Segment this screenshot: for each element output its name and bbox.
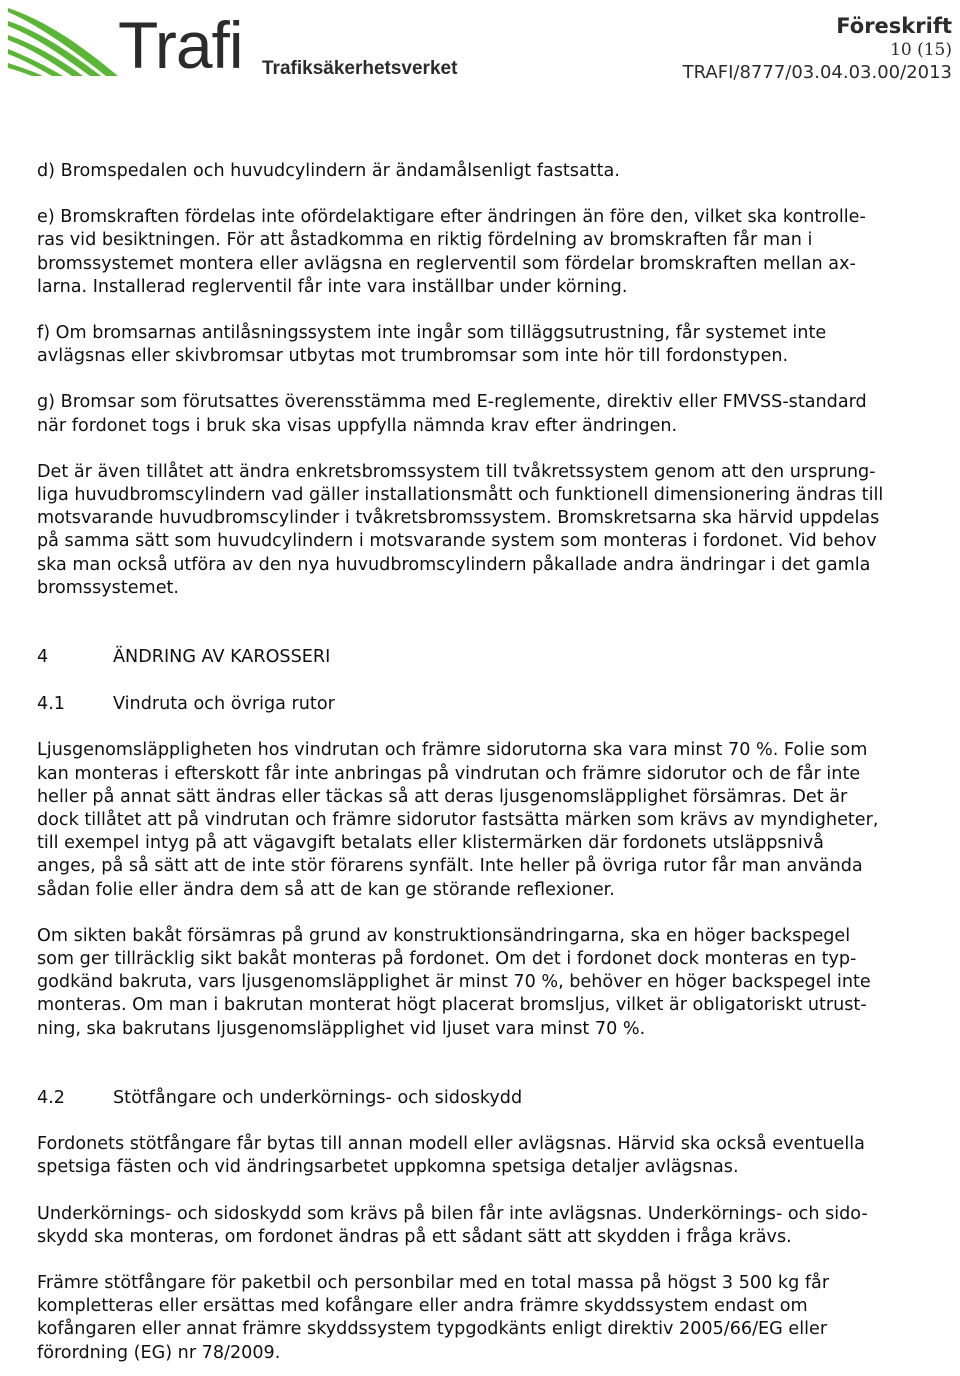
item-f: f) Om bromsarnas antilåsningssystem inte ingår som tilläggsutrustning, får systemet inte avlägsnas eller skivbromsar utbytas mot trumbromsar som inte hör till fordonstypen. (37, 323, 827, 367)
section-title: ÄNDRING AV KAROSSERI (113, 647, 331, 668)
section-4-1-heading (37, 693, 955, 716)
item-d: d) Bromspedalen och huvudcylindern är ändamålsenligt fastsatta. (37, 161, 620, 181)
logo-wordmark: Trafi (118, 8, 243, 82)
document-body (37, 160, 955, 1365)
section-4-2-heading (37, 1087, 955, 1110)
page-number: 10 (15) (890, 40, 952, 60)
section-4-2-paragraph-1: Fordonets stötfångare får bytas till annan modell eller avlägsnas. Härvid ska också eventuella spetsiga fästen och vid ändringsarbetet uppkomna spetsiga detaljer avlägsnas. (37, 1134, 865, 1178)
section-title: Stötfångare och underkörnings- och sidoskydd (113, 1087, 523, 1108)
section-number: 4 (37, 647, 49, 668)
section-4-2-paragraph-3: Främre stötfångare för paketbil och personbilar med en total massa på högst 3 500 kg får kompletteras eller ersättas med kofångare eller andra främre skyddssystem endast om kofångaren eller annat främre skyddssystem typgodkänts enligt direktiv 2005/66/EG eller förordning (EG) nr 78/2009. (37, 1272, 830, 1363)
document-reference: TRAFI/8777/03.04.03.00/2013 (682, 62, 952, 83)
item-g: g) Bromsar som förutsattes överensstämma med E-reglemente, direktiv eller FMVSS-standard när fordonet togs i bruk ska visas uppfylla nämnda krav efter ändringen. (37, 392, 867, 436)
section-4-heading (37, 646, 955, 669)
logo-subtitle: Trafiksäkerhetsverket (262, 58, 458, 79)
document-type: Föreskrift (836, 14, 952, 38)
section-4-1-paragraph-2: Om sikten bakåt försämras på grund av konstruktionsändringarna, ska en höger backspegel som ger tillräcklig sikt bakåt monteras på fordonet. Om det i fordonet dock monteras en typ- godkänd bakruta, vars ljusgenomsläpplighet är minst 70 %, behöver en höger backspegel inte monteras. Om man i bakrutan monterat högt placerat bromsljus, vilket är obligatoriskt utrust- ning, ska bakrutans ljusgenomsläpplighet vid ljuset vara minst 70 %. (37, 925, 871, 1039)
section-4-2-paragraph-2: Underkörnings- och sidoskydd som krävs på bilen får inte avlägsnas. Underkörnings- och sido- skydd ska monteras, om fordonet ändras på ett sådant sätt att skydden i fråga krävs. (37, 1203, 868, 1247)
section-title: Vindruta och övriga rutor (113, 694, 335, 715)
section-number: 4.2 (37, 1087, 65, 1108)
section-4-1-paragraph-1: Ljusgenomsläppligheten hos vindrutan och främre sidorutorna ska vara minst 70 %. Folie som kan monteras i efterskott får inte anbringas på vindrutan och främre sidorutor och de får inte heller på annat sätt ändras eller täckas så att deras ljusgenomsläpplighet försämras. Det är dock tillåtet att på vindrutan och främre sidorutor fastsätta märken som krävs av myndigheter, till exempel intyg på att vägavgift betalats eller klistermärken där fordonets utsläppsnivå anges, på så sätt att de inte stör förarens synfält. Inte heller på övriga rutor får man använda sådan folie eller ändra dem så att de kan ge störande reflexioner. (37, 740, 879, 900)
dual-circuit-paragraph: Det är även tillåtet att ändra enkretsbromssystem till tvåkretssystem genom att den ursprung- liga huvudbromscylindern vad gäller installationsmått och funktionell dimensionering ändras till motsvarande huvudbromscylinder i tvåkretsbromssystem. Bromskretsarna ska härvid uppdelas på samma sätt som huvudcylindern i motsvarande system som monteras i fordonet. Vid behov ska man också utföra av den nya huvudbromscylindern påkallade andra ändringar i det gamla bromssystemet. (37, 461, 884, 598)
page-header (0, 0, 960, 110)
section-number: 4.1 (37, 694, 65, 715)
trafi-logo-swoosh-icon (6, 6, 118, 78)
item-e: e) Bromskraften fördelas inte ofördelaktigare efter ändringen än före den, vilket ska kontrolle- ras vid besiktningen. För att åstadkomma en riktig fördelning av bromskraften får man i bromssystemet montera eller avlägsna en reglerventil som fördelar bromskraften mellan ax- larna. Installerad reglerventil får inte vara inställbar under körning. (37, 207, 866, 297)
